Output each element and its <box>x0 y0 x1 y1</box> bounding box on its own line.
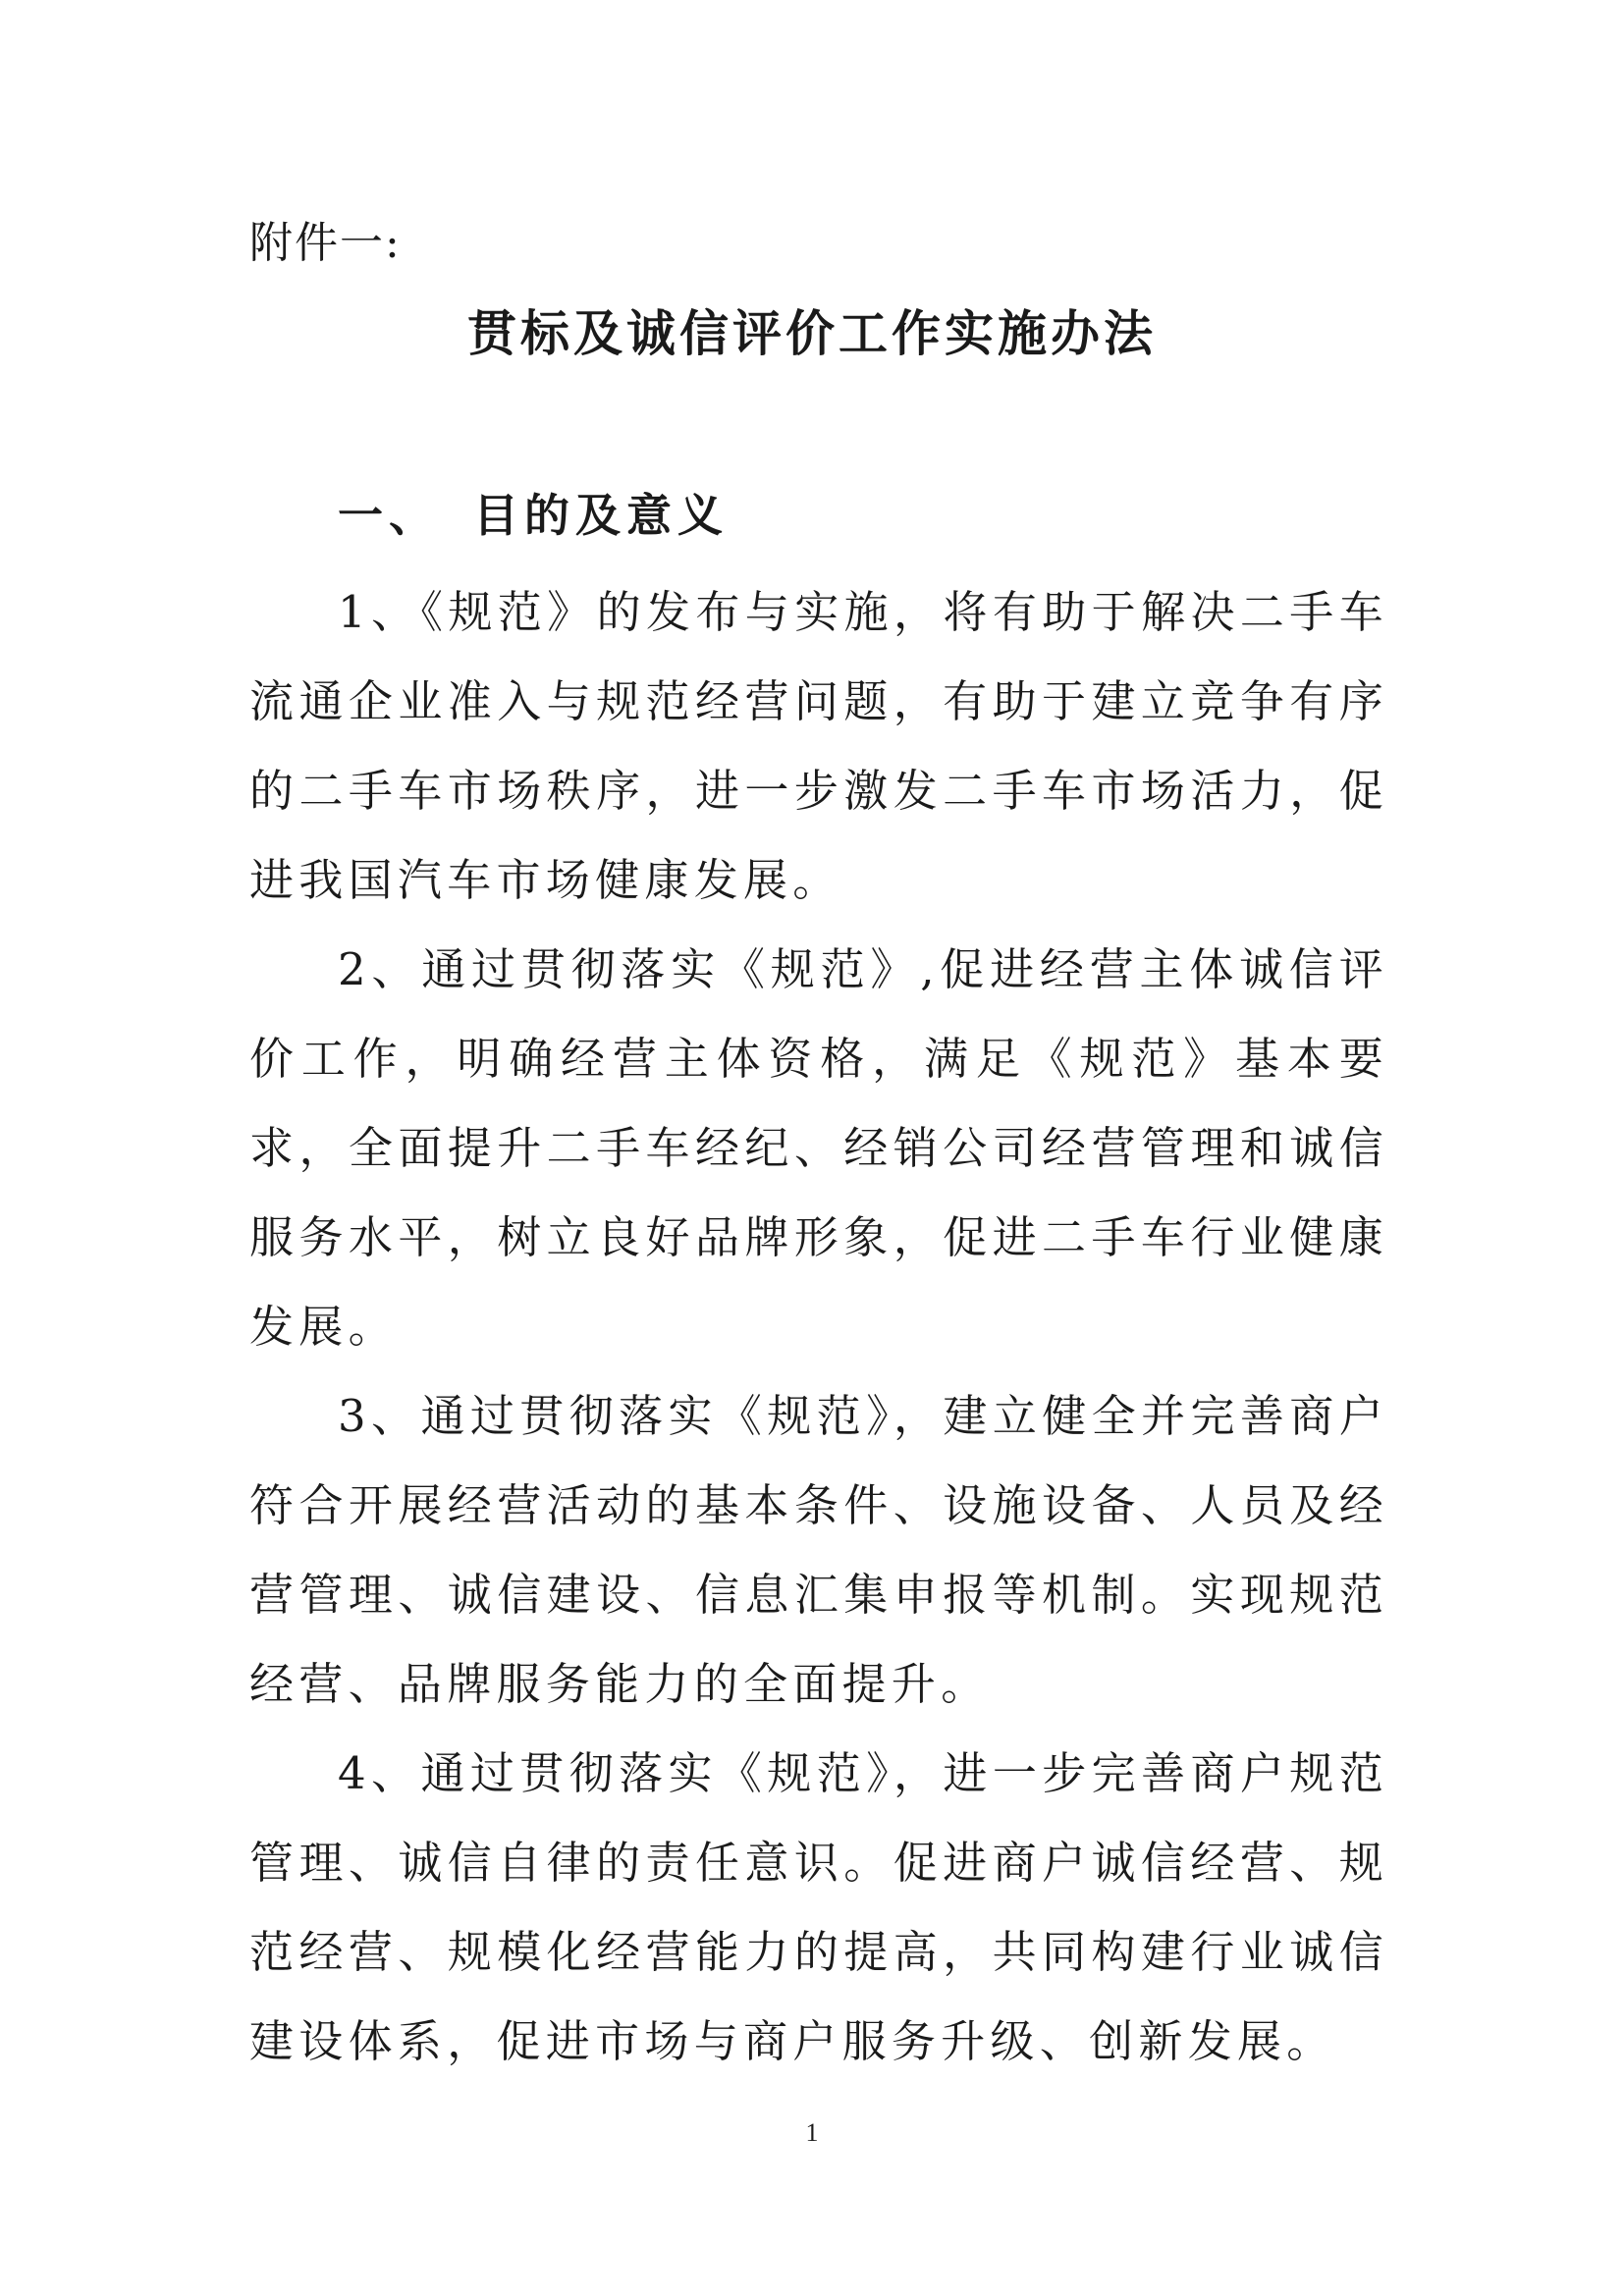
section-number: 一、 <box>338 489 440 542</box>
paragraph-3: 3、通过贯彻落实《规范》，建立健全并完善商户符合开展经营活动的基本条件、设施设备、人员及经营管理、诚信建设、信息汇集申报等机制。实现规范经营、品牌服务能力的全面提升。 <box>249 1390 1388 1710</box>
paragraph-2: 2、通过贯彻落实《规范》,促进经营主体诚信评价工作，明确经营主体资格，满足《规范》基本要求，全面提升二手车经纪、经销公司经营管理和诚信服务水平，树立良好品牌形象，促进二手车行业健康发展。 <box>249 943 1388 1353</box>
body-text <box>249 567 1388 2086</box>
section-heading-text: 目的及意义 <box>473 489 729 542</box>
paragraph-1: 1、《规范》的发布与实施，将有助于解决二手车流通企业准入与规范经营问题，有助于建立竞争有序的二手车市场秩序，进一步激发二手车市场活力，促进我国汽车市场健康发展。 <box>249 586 1388 906</box>
attachment-label: 附件一: <box>249 218 402 268</box>
page-number: 1 <box>805 2118 819 2147</box>
document-title: 贯标及诚信评价工作实施办法 <box>467 304 1157 362</box>
section-heading <box>338 481 729 550</box>
paragraph-4: 4、通过贯彻落实《规范》，进一步完善商户规范管理、诚信自律的责任意识。促进商户诚信经营、规范经营、规模化经营能力的提高，共同构建行业诚信建设体系，促进市场与商户服务升级、创新发展。 <box>249 1747 1388 2067</box>
